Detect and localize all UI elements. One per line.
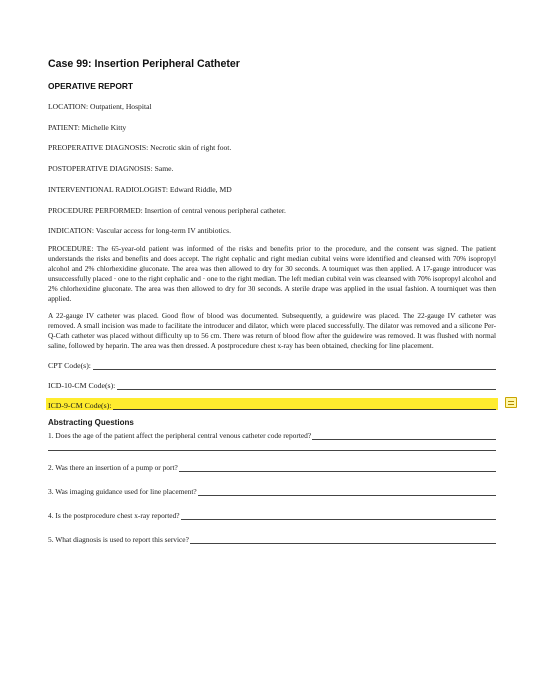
question-1[interactable] bbox=[48, 429, 496, 440]
sticky-note-icon[interactable] bbox=[505, 397, 517, 408]
question-1-extra-answer-line[interactable] bbox=[48, 440, 496, 451]
question-2-text: 2. Was there an insertion of a pump or port? bbox=[48, 462, 178, 472]
preoperative-diagnosis-field: PREOPERATIVE DIAGNOSIS: Necrotic skin of right foot. bbox=[48, 143, 232, 153]
case-title: Case 99: Insertion Peripheral Catheter bbox=[48, 58, 240, 70]
question-1-text: 1. Does the age of the patient affect the peripheral central venous catheter code reported? bbox=[48, 430, 312, 440]
icd9-code-label: ICD-9-CM Code(s): bbox=[48, 400, 112, 410]
icd10-code-label: ICD-10-CM Code(s): bbox=[48, 380, 116, 390]
cpt-code-blank[interactable] bbox=[93, 361, 496, 370]
icd10-code-blank[interactable] bbox=[117, 381, 496, 390]
question-3-text: 3. Was imaging guidance used for line placement? bbox=[48, 486, 197, 496]
question-2-answer-blank[interactable] bbox=[179, 464, 496, 472]
question-5-answer-blank[interactable] bbox=[190, 536, 496, 544]
question-1-answer-blank[interactable] bbox=[312, 432, 496, 440]
question-4-text: 4. Is the postprocedure chest x-ray reported? bbox=[48, 510, 180, 520]
abstracting-questions-heading: Abstracting Questions bbox=[48, 417, 134, 427]
procedure-performed-field: PROCEDURE PERFORMED: Insertion of central venous peripheral catheter. bbox=[48, 205, 286, 215]
procedure-paragraph: PROCEDURE: The 65-year-old patient was informed of the risks and benefits prior to the procedure, and the consent was signed. The patient understands the risks and benefits and does accept. The right cephalic and right median cubital veins were identified and cleansed with 70% isopropyl alcohol and 2% chlorhexidine gluconate. The area was then allowed to dry for 30 seconds. A tourniquet was then applied. A 17-gauge introducer was unsuccessfully placed · one to the right cephalic and · one to the right median. The left median cubital vein was cleansed with 70% isopropyl alcohol and 2% chlorhexidine gluconate. The area was then allowed to dry for 30 seconds. A sterile drape was applied in the usual fashion. A tourniquet was then applied. bbox=[48, 244, 496, 303]
postoperative-diagnosis-field: POSTOPERATIVE DIAGNOSIS: Same. bbox=[48, 164, 174, 174]
radiologist-field: INTERVENTIONAL RADIOLOGIST: Edward Riddle, MD bbox=[48, 184, 232, 194]
question-5[interactable] bbox=[48, 533, 496, 544]
question-4[interactable] bbox=[48, 509, 496, 520]
icd9-code-blank[interactable] bbox=[113, 401, 496, 410]
icd10-code-line[interactable] bbox=[48, 378, 496, 390]
question-3-answer-blank[interactable] bbox=[198, 488, 496, 496]
question-5-text: 5. What diagnosis is used to report this service? bbox=[48, 534, 189, 544]
patient-field: PATIENT: Michelle Kitty bbox=[48, 122, 127, 132]
location-field: LOCATION: Outpatient, Hospital bbox=[48, 102, 152, 111]
question-2[interactable] bbox=[48, 461, 496, 472]
question-4-answer-blank[interactable] bbox=[181, 512, 496, 520]
cpt-code-label: CPT Code(s): bbox=[48, 360, 91, 370]
question-3[interactable] bbox=[48, 485, 496, 496]
operative-report-heading: OPERATIVE REPORT bbox=[48, 81, 134, 91]
indication-field: INDICATION: Vascular access for long-term IV antibiotics. bbox=[48, 226, 231, 236]
icd9-code-line-highlighted[interactable] bbox=[46, 398, 498, 410]
procedure-continuation-paragraph: A 22-gauge IV catheter was placed. Good flow of blood was documented. Subsequently, a guidewire was placed. The 22-gauge IV catheter was removed. A small incision was made to facilitate the introducer and dilator, which were placed successfully. The dilator was removed and a silicone Per-Q-Cath catheter was placed without difficulty up to 56 cm. There was return of blood flow after the guidewire was removed. It was flushed with normal saline, followed by heparin. The area was then dressed. A postprocedure chest x-ray has been obtained, checking for line placement. bbox=[48, 310, 496, 350]
operative-report-page bbox=[48, 58, 496, 557]
cpt-code-line[interactable] bbox=[48, 358, 496, 370]
